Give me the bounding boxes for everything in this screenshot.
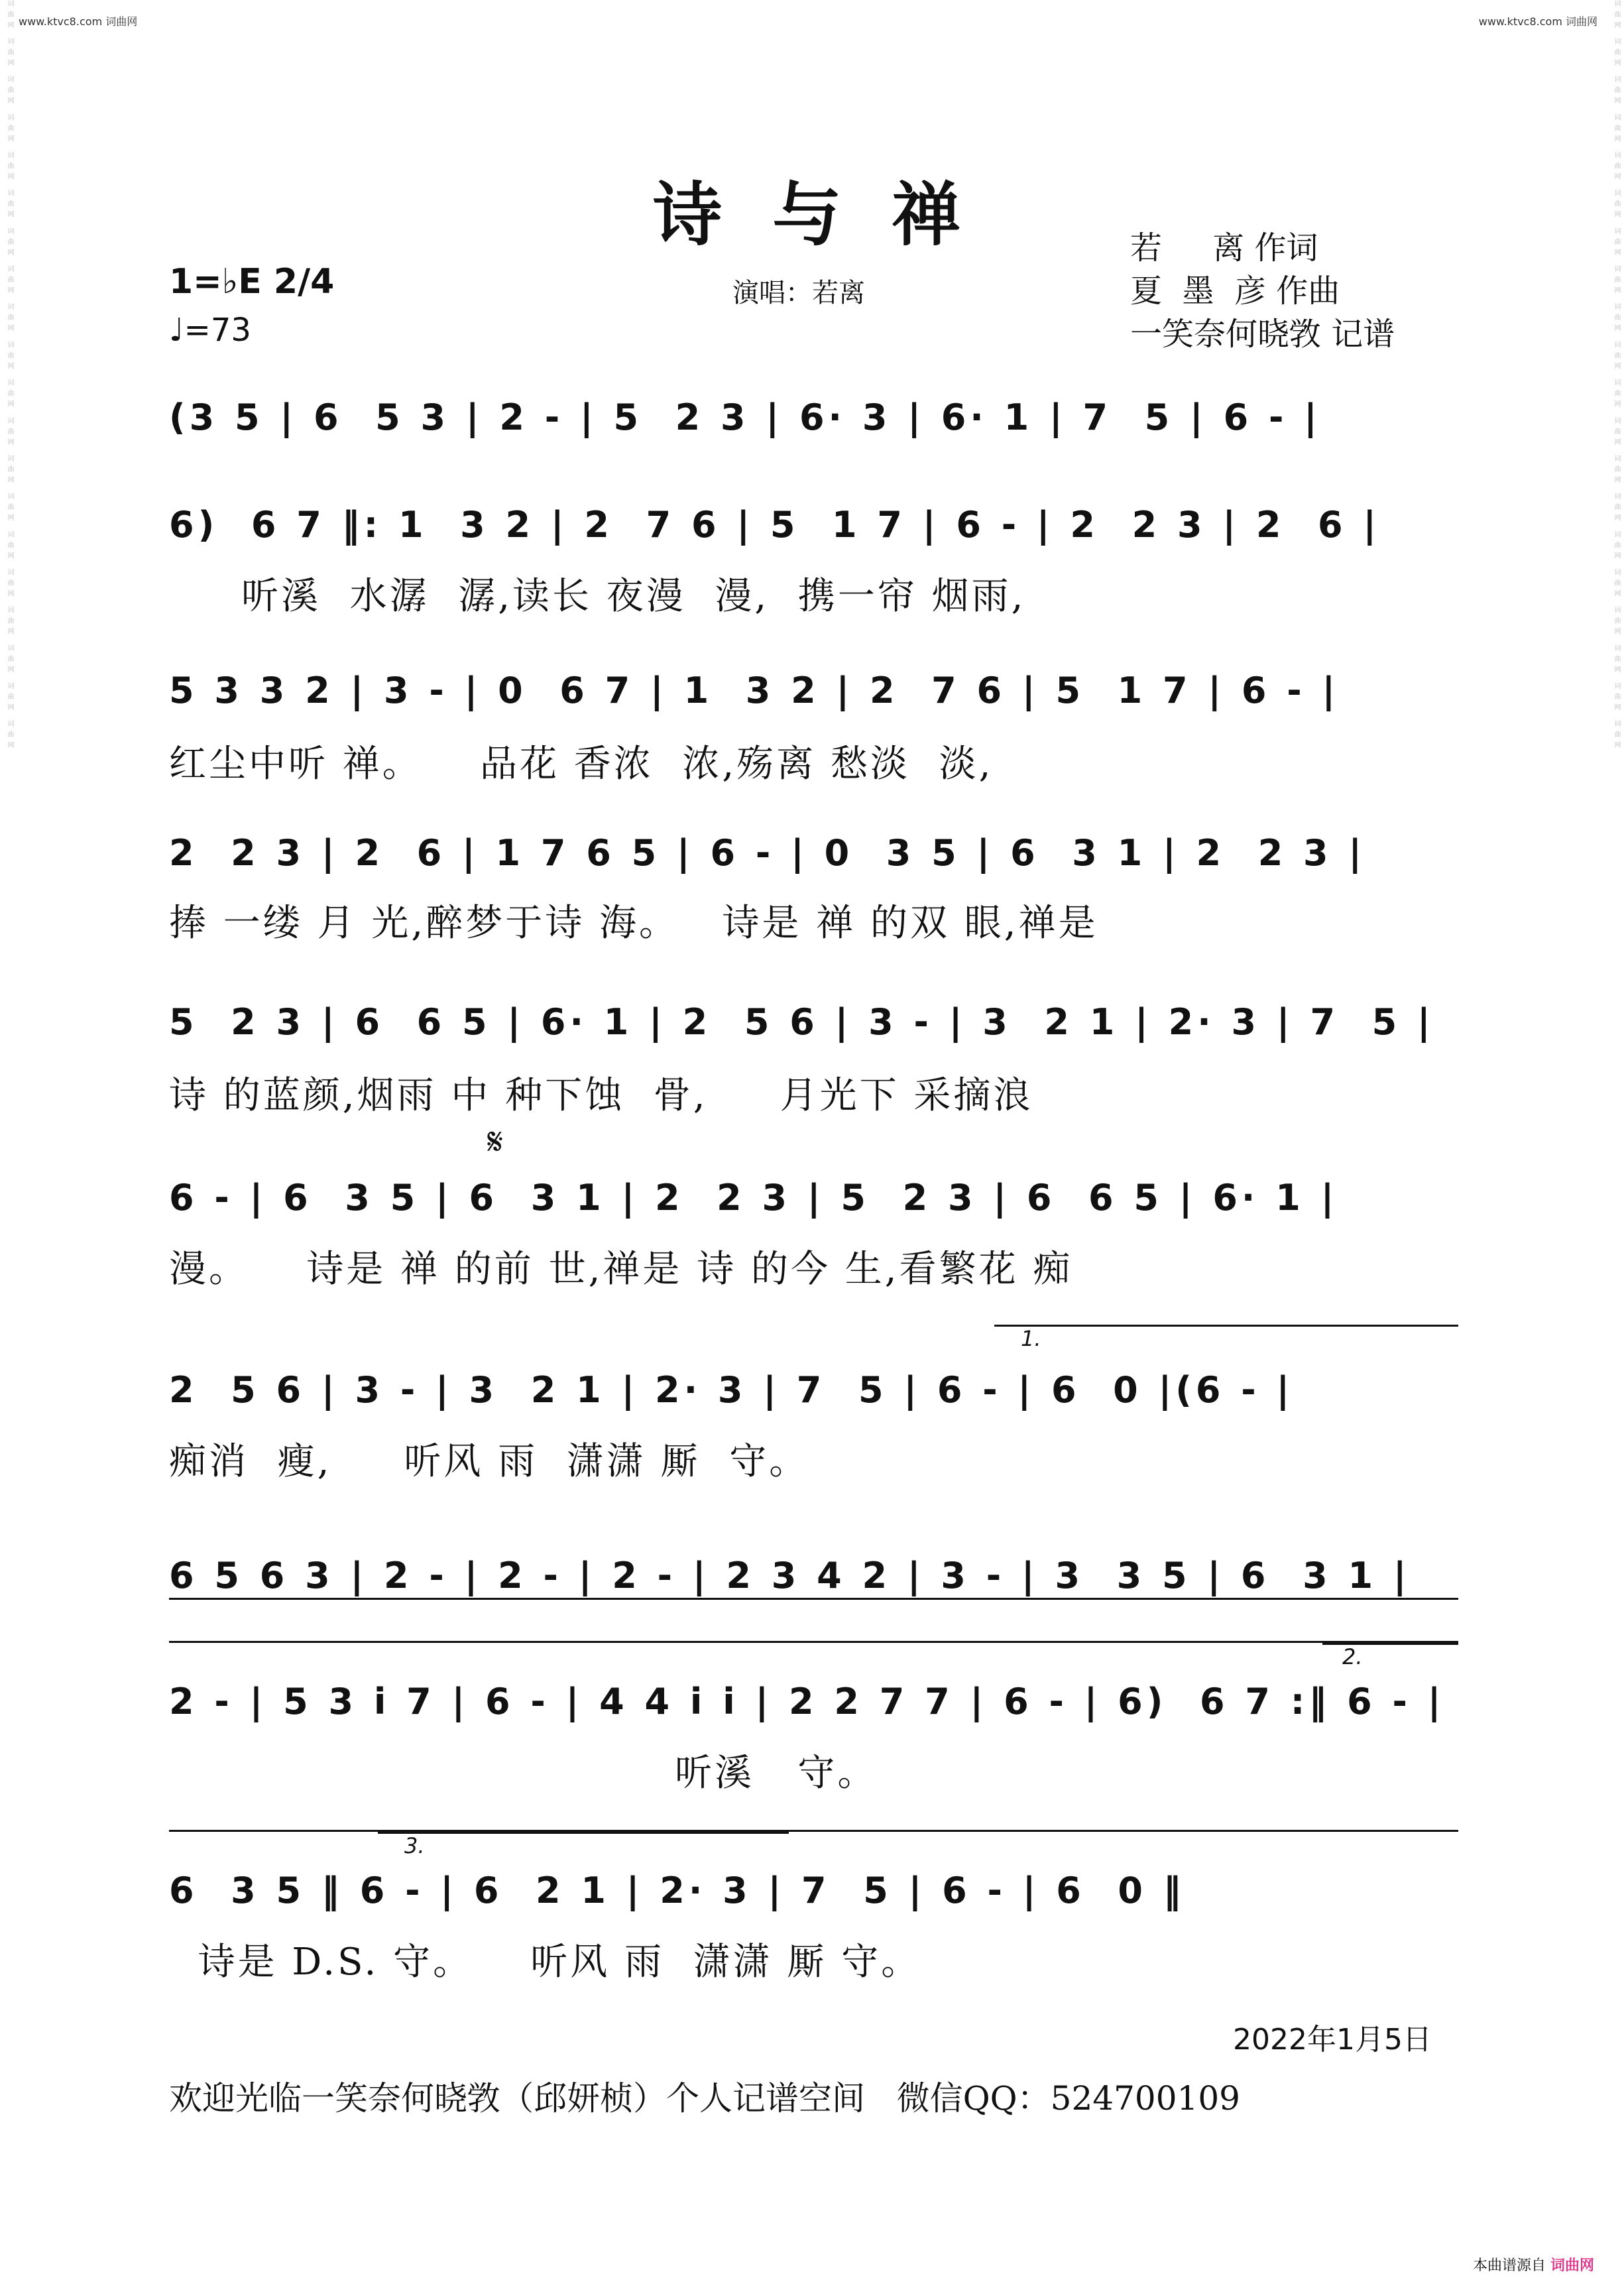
lyrics-line-9: 听溪 守。 bbox=[169, 1752, 878, 1795]
left-watermark: www.ktvc8.com 词曲网 bbox=[19, 15, 138, 28]
notes-line-7: 2 5 6 | 3 - | 3 2 1 | 2· 3 | 7 5 | 6 - | 6 0 |(6 - | bbox=[169, 1369, 1294, 1411]
welcome-footer: 欢迎光临一笑奈何晓敩（邱妍桢）个人记谱空间 微信QQ：524700109 bbox=[169, 2079, 1240, 2118]
segno-sign: 𝄋 bbox=[487, 1120, 504, 1164]
source-badge-site: 词曲网 bbox=[1550, 2257, 1594, 2274]
notes-line-6: 6 - | 6 3 5 | 6 3 1 | 2 2 3 | 5 2 3 | 6 6 5 | 6· 1 | bbox=[169, 1177, 1338, 1219]
score-date: 2022年1月5日 bbox=[1233, 2023, 1432, 2057]
source-badge bbox=[1473, 2254, 1594, 2275]
lyrics-line-3: 红尘中听 禅。 品花 香浓 浓,殇离 愁淡 淡, bbox=[169, 743, 994, 786]
lyrics-line-2: 听溪 水潺 潺,读长 夜漫 漫, 携一帘 烟雨, bbox=[169, 575, 1026, 618]
notes-line-5: 5 2 3 | 6 6 5 | 6· 1 | 2 5 6 | 3 - | 3 2 1 | 2· 3 | 7 5 | bbox=[169, 1001, 1434, 1043]
notes-line-8: 6 5 6 3 | 2 - | 2 - | 2 - | 2 3 4 2 | 3 - | 3 3 5 | 6 3 1 | bbox=[169, 1555, 1411, 1596]
notes-line-3: 5 3 3 2 | 3 - | 0 6 7 | 1 3 2 | 2 7 6 | 5 1 7 | 6 - | bbox=[169, 670, 1340, 711]
page-title: 诗 与 禅 bbox=[653, 174, 974, 255]
volta-3-label: 3. bbox=[404, 1833, 425, 1858]
lyrics-line-7: 痴消 瘦, 听风 雨 潇潇 厮 守。 bbox=[169, 1440, 809, 1483]
lyrics-line-5: 诗 的蓝颜,烟雨 中 种下蚀 骨, 月光下 采摘浪 bbox=[169, 1074, 1033, 1117]
notes-line-9: 2 - | 5 3 i 7 | 6 - | 4 4 i i | 2 2 7 7 | 6 - | 6) 6 7 :‖ 6 - | bbox=[169, 1681, 1445, 1722]
lyrics-line-4: 捧 一缕 月 光,醉梦于诗 海。 诗是 禅 的双 眼,禅是 bbox=[169, 902, 1098, 945]
lyrics-line-6: 漫。 诗是 禅 的前 世,禅是 诗 的今 生,看繁花 痴 bbox=[169, 1248, 1073, 1291]
volta-1-bracket bbox=[994, 1325, 1458, 1327]
right-side-strip: 词曲网 词曲网 词曲网 词曲网 词曲网 词曲网 词曲网 词曲网 词曲网 词曲网 词曲网 词曲网 词曲网 词曲网 词曲网 词曲网 词曲网 词曲网 词曲网 词曲网 bbox=[1613, 0, 1620, 752]
left-side-strip: 词曲网 词曲网 词曲网 词曲网 词曲网 词曲网 词曲网 词曲网 词曲网 词曲网 词曲网 词曲网 词曲网 词曲网 词曲网 词曲网 词曲网 词曲网 词曲网 词曲网 bbox=[6, 0, 13, 752]
staff-rule-1 bbox=[169, 1641, 1458, 1643]
interlude-underline bbox=[169, 1598, 1458, 1600]
volta-1-label: 1. bbox=[1021, 1326, 1041, 1351]
notes-line-2: 6) 6 7 ‖: 1 3 2 | 2 7 6 | 5 1 7 | 6 - | 2 2 3 | 2 6 | bbox=[169, 504, 1381, 546]
singer-credit: 演唱：若离 bbox=[732, 278, 865, 308]
notes-line-10: 6 3 5 ‖ 6 - | 6 2 1 | 2· 3 | 7 5 | 6 - | 6 0 ‖ bbox=[169, 1870, 1185, 1911]
lyrics-line-10: 诗是 D.S. 守。 听风 雨 潇潇 厮 守。 bbox=[169, 1941, 921, 1984]
notes-line-4: 2 2 3 | 2 6 | 1 7 6 5 | 6 - | 0 3 5 | 6 3 1 | 2 2 3 | bbox=[169, 832, 1366, 874]
volta-3-bracket bbox=[378, 1832, 789, 1834]
key-signature: 1=♭E 2/4 bbox=[169, 262, 335, 302]
source-badge-text: 本曲谱源自 bbox=[1472, 2257, 1546, 2274]
notes-line-1: (3 5 | 6 5 3 | 2 - | 5 2 3 | 6· 3 | 6· 1 | 7 5 | 6 - | bbox=[169, 396, 1321, 438]
lyricist-credit: 若 离 作词 bbox=[1130, 229, 1318, 267]
tempo-mark: ♩=73 bbox=[169, 312, 251, 349]
transcriber-credit: 一笑奈何晓敩 记谱 bbox=[1130, 316, 1395, 353]
composer-credit: 夏 墨 彦 作曲 bbox=[1130, 272, 1340, 310]
right-watermark: www.ktvc8.com 词曲网 bbox=[1478, 15, 1597, 28]
staff-rule-2 bbox=[169, 1830, 1458, 1832]
volta-2-label: 2. bbox=[1342, 1644, 1363, 1669]
